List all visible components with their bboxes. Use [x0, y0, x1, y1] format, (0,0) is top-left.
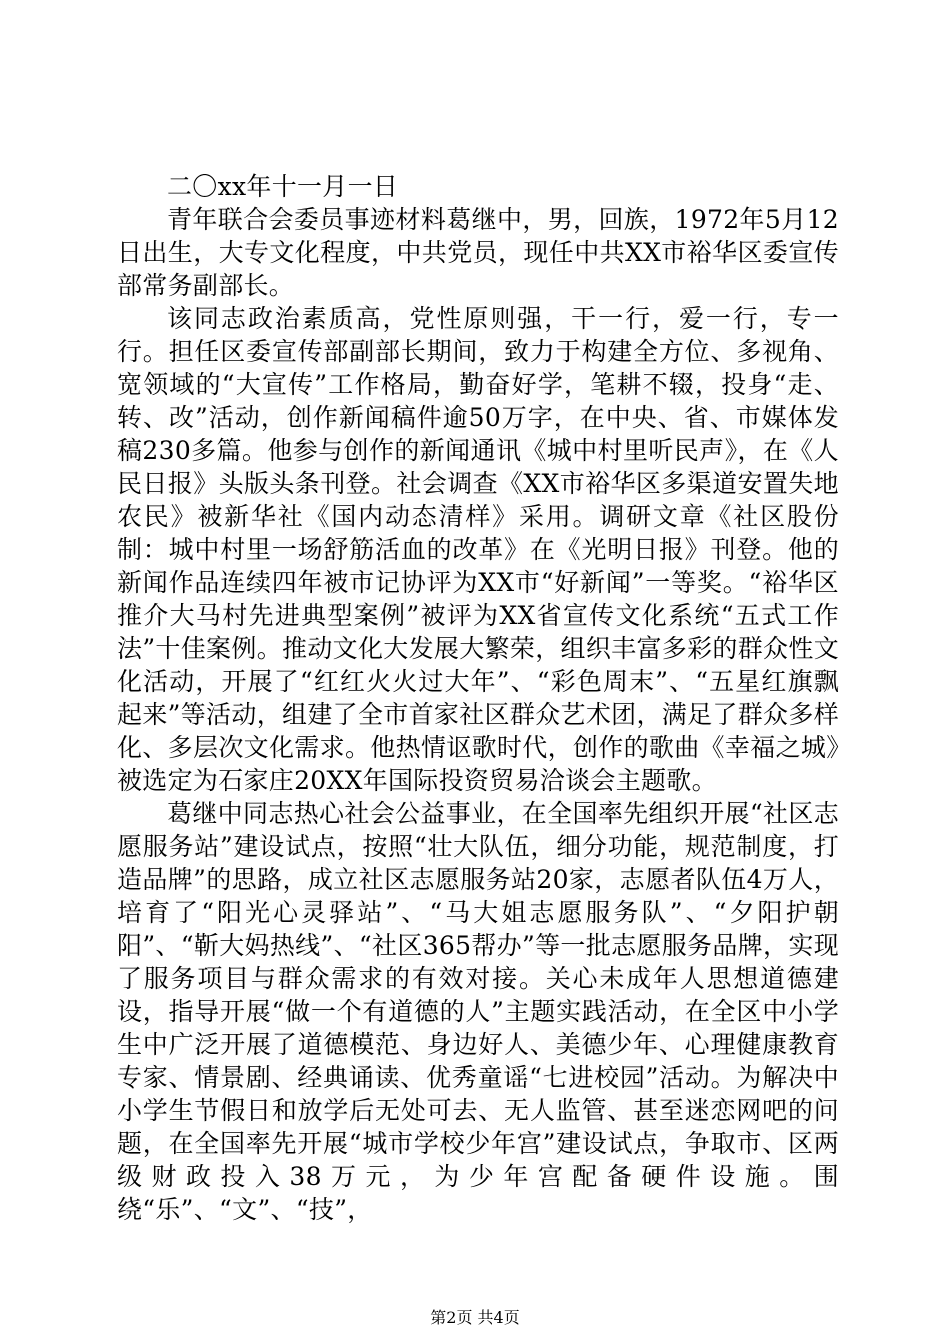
paragraph-volunteer-work: 葛继中同志热心社会公益事业，在全国率先组织开展“社区志愿服务站”建设试点，按照“壮大队伍，细分功能，规范制度，打造品牌”的思路，成立社区志愿服务站20家，志愿者队伍4万人，培育了“阳光心灵驿站”、“马大姐志愿服务队”、“夕阳护朝阳”、“靳大妈热线”、“社区365帮办”等一批志愿服务品牌，实现了服务项目与群众需求的有效对接。关心未成年人思想道德建设，指导开展“做一个有道德的人”主题实践活动，在全区中小学生中广泛开展了道德模范、身边好人、美德少年、心理健康教育专家、情景剧、经典诵读、优秀童谣“七进校园”活动。为解决中小学生节假日和放学后无处可去、无人监管、甚至迷恋网吧的问题，在全国率先开展“城市学校少年宫”建设试点，争取市、区两级财政投入38万元，为少年宫配备硬件设施。围绕“乐”、“文”、“技”， — [117, 799, 840, 1224]
page-number-footer: 第2页 共4页 — [430, 1308, 520, 1327]
date-line: 二〇xx年十一月一日 — [167, 172, 399, 201]
paragraph-publicity-work: 该同志政治素质高，党性原则强，干一行，爱一行，专一行。担任区委宣传部副部长期间，致力于构建全方位、多视角、宽领域的“大宣传”工作格局，勤奋好学，笔耕不辍，投身“走、转、改”活动，创作新闻稿件逾50万字，在中央、省、市媒体发稿230多篇。他参与创作的新闻通讯《城中村里听民声》，在《人民日报》头版头条刊登。社会调查《XX市裕华区多渠道安置失地农民》被新华社《国内动态清样》采用。调研文章《社区股份制：城中村里一场舒筋活血的改革》在《光明日报》刊登。他的新闻作品连续四年被市记协评为XX市“好新闻”一等奖。“裕华区推介大马村先进典型案例”被评为XX省宣传文化系统“五式工作法”十佳案例。推动文化大发展大繁荣，组织丰富多彩的群众性文化活动，开展了“红红火火过大年”、“彩色周末”、“五星红旗飘起来”等活动，组建了全市首家社区群众艺术团，满足了群众多样化、多层次文化需求。他热情讴歌时代，创作的歌曲《幸福之城》被选定为石家庄20XX年国际投资贸易洽谈会主题歌。 — [117, 304, 839, 795]
paragraph-intro: 青年联合会委员事迹材料葛继中，男，回族，1972年5月12日出生，大专文化程度，中共党员，现任中共XX市裕华区委宣传部常务副部长。 — [117, 205, 839, 300]
document-body — [117, 170, 839, 1226]
